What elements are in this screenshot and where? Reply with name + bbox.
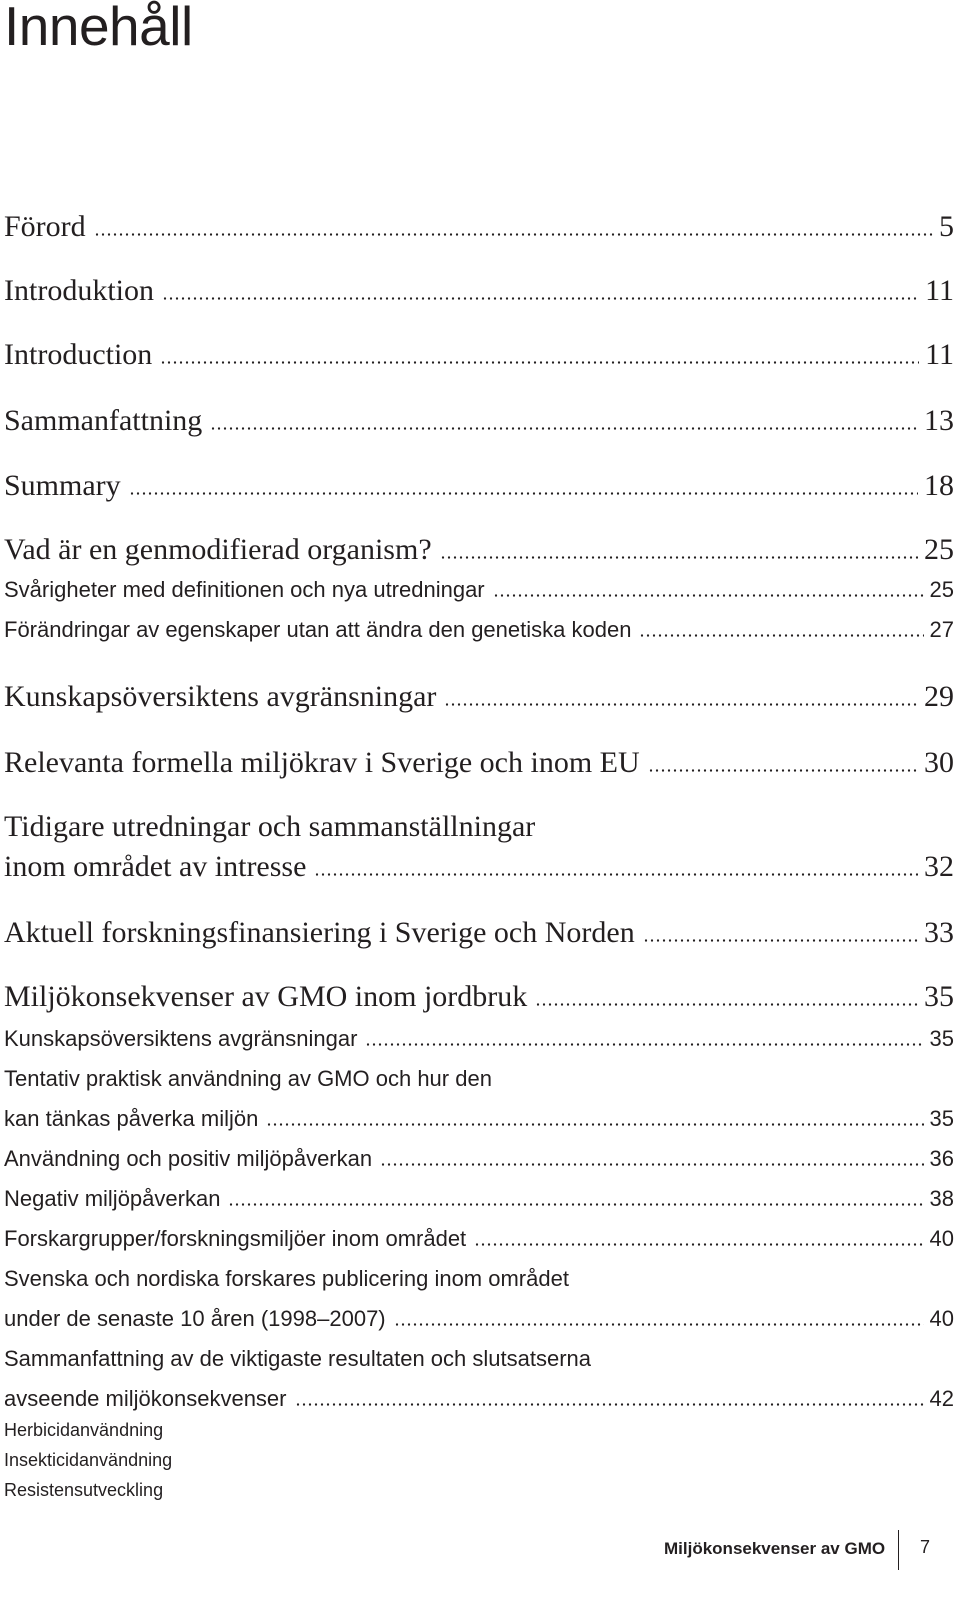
toc-entry-page: 25 <box>929 577 954 602</box>
dot-leader <box>94 233 933 236</box>
toc-entry-page: 11 <box>925 338 954 371</box>
dot-leader <box>643 939 918 942</box>
toc-entry-page: 40 <box>929 1306 954 1331</box>
toc-entry-title: Användning och positiv miljöpåverkan <box>4 1146 373 1171</box>
toc-subentry[interactable] <box>4 577 954 603</box>
toc-entry-page: 30 <box>924 746 954 779</box>
dot-leader <box>493 594 924 597</box>
toc-entry[interactable] <box>4 274 954 308</box>
dot-leader <box>394 1323 924 1326</box>
toc-entry-page: 35 <box>924 980 954 1013</box>
toc-subentry[interactable] <box>4 1026 954 1052</box>
page-title: Innehåll <box>4 0 193 57</box>
toc-entry-page: 35 <box>929 1026 954 1051</box>
toc-entry-title: Sammanfattning <box>4 404 203 437</box>
toc-entry-title: Negativ miljöpåverkan <box>4 1186 221 1211</box>
toc-entry[interactable] <box>4 469 954 503</box>
toc-subentry-first-line: Tentativ praktisk användning av GMO och hur den <box>4 1066 492 1091</box>
dot-leader <box>314 873 918 876</box>
toc-entry-page: 35 <box>929 1106 954 1131</box>
toc-entry-title: avseende miljökonsekvenser <box>4 1386 287 1411</box>
toc-entry-page: 27 <box>929 617 954 642</box>
footer-publication-title: Miljökonsekvenser av GMO <box>664 1539 886 1558</box>
toc-subentry-first-line: Sammanfattning av de viktigaste resultaten och slutsatserna <box>4 1346 591 1371</box>
toc-entry-page: 42 <box>929 1386 954 1411</box>
toc-entry-title: Vad är en genmodifierad organism? <box>4 533 432 566</box>
toc-entry[interactable] <box>4 980 954 1014</box>
toc-entry-title: Kunskapsöversiktens avgränsningar <box>4 680 437 713</box>
dot-leader <box>228 1203 923 1206</box>
toc-entry-page: 38 <box>929 1186 954 1211</box>
toc-entry-page: 25 <box>924 533 954 566</box>
toc-entry-title: Forskargrupper/forskningsmiljöer inom området <box>4 1226 467 1251</box>
toc-entry-title: inom området av intresse <box>4 850 307 883</box>
dot-leader <box>160 361 919 364</box>
toc-entry-title: Relevanta formella miljökrav i Sverige och inom EU <box>4 746 640 779</box>
dot-leader <box>365 1043 923 1046</box>
toc-entry-title: kan tänkas påverka miljön <box>4 1106 259 1131</box>
toc-entry-page: 29 <box>924 680 954 713</box>
toc-subentry[interactable] <box>4 1226 954 1252</box>
toc-subentry[interactable] <box>4 1146 954 1172</box>
toc-entry[interactable] <box>4 850 954 884</box>
dot-leader <box>266 1123 923 1126</box>
toc-minor-item[interactable]: Resistensutveckling <box>4 1480 164 1500</box>
toc-minor-item[interactable]: Herbicidanvändning <box>4 1420 164 1440</box>
toc-subentry[interactable] <box>4 1106 954 1132</box>
dot-leader <box>295 1403 924 1406</box>
dot-leader <box>210 427 918 430</box>
toc-subentry[interactable] <box>4 1386 954 1412</box>
toc-entry-title: Summary <box>4 469 121 502</box>
dot-leader <box>129 492 918 495</box>
footer-page-number: 7 <box>920 1537 931 1557</box>
toc-subentry[interactable] <box>4 617 954 643</box>
toc-subentry[interactable] <box>4 1186 954 1212</box>
toc-entry-title: Svårigheter med definitionen och nya utredningar <box>4 577 485 602</box>
dot-leader <box>474 1243 923 1246</box>
toc-entry-page: 18 <box>924 469 954 502</box>
toc-entry-page: 13 <box>924 404 954 437</box>
toc-entry-page: 5 <box>939 210 954 243</box>
toc-entry-title: Aktuell forskningsfinansiering i Sverige och Norden <box>4 916 635 949</box>
toc-entry-first-line: Tidigare utredningar och sammanställningar <box>4 810 536 843</box>
dot-leader <box>648 769 918 772</box>
toc-entry[interactable] <box>4 916 954 950</box>
toc-subentry[interactable] <box>4 1306 954 1332</box>
dot-leader <box>639 634 923 637</box>
toc-entry-title: Kunskapsöversiktens avgränsningar <box>4 1026 358 1051</box>
dot-leader <box>440 556 918 559</box>
toc-entry-title: under de senaste 10 åren (1998–2007) <box>4 1306 386 1331</box>
toc-minor-item[interactable]: Insekticidanvändning <box>4 1450 173 1470</box>
toc-subentry-first-line: Svenska och nordiska forskares publicering inom området <box>4 1266 569 1291</box>
dot-leader <box>380 1163 923 1166</box>
toc-entry-title: Förord <box>4 210 86 243</box>
toc-entry-title: Introduktion <box>4 274 154 307</box>
toc-entry[interactable] <box>4 746 954 780</box>
toc-entry[interactable] <box>4 210 954 244</box>
toc-entry-page: 36 <box>929 1146 954 1171</box>
toc-entry[interactable] <box>4 404 954 438</box>
toc-entry-page: 11 <box>925 274 954 307</box>
toc-entry[interactable] <box>4 533 954 567</box>
dot-leader <box>535 1003 918 1006</box>
toc-entry-page: 33 <box>924 916 954 949</box>
footer-divider <box>898 1530 899 1570</box>
toc-entry[interactable] <box>4 680 954 714</box>
toc-entry-title: Förändringar av egenskaper utan att ändra den genetiska koden <box>4 617 632 642</box>
toc-entry-title: Introduction <box>4 338 153 371</box>
toc-entry-page: 32 <box>924 850 954 883</box>
toc-entry-title: Miljökonsekvenser av GMO inom jordbruk <box>4 980 528 1013</box>
toc-entry[interactable] <box>4 338 954 372</box>
toc-entry-page: 40 <box>929 1226 954 1251</box>
dot-leader <box>162 297 919 300</box>
dot-leader <box>444 703 918 706</box>
